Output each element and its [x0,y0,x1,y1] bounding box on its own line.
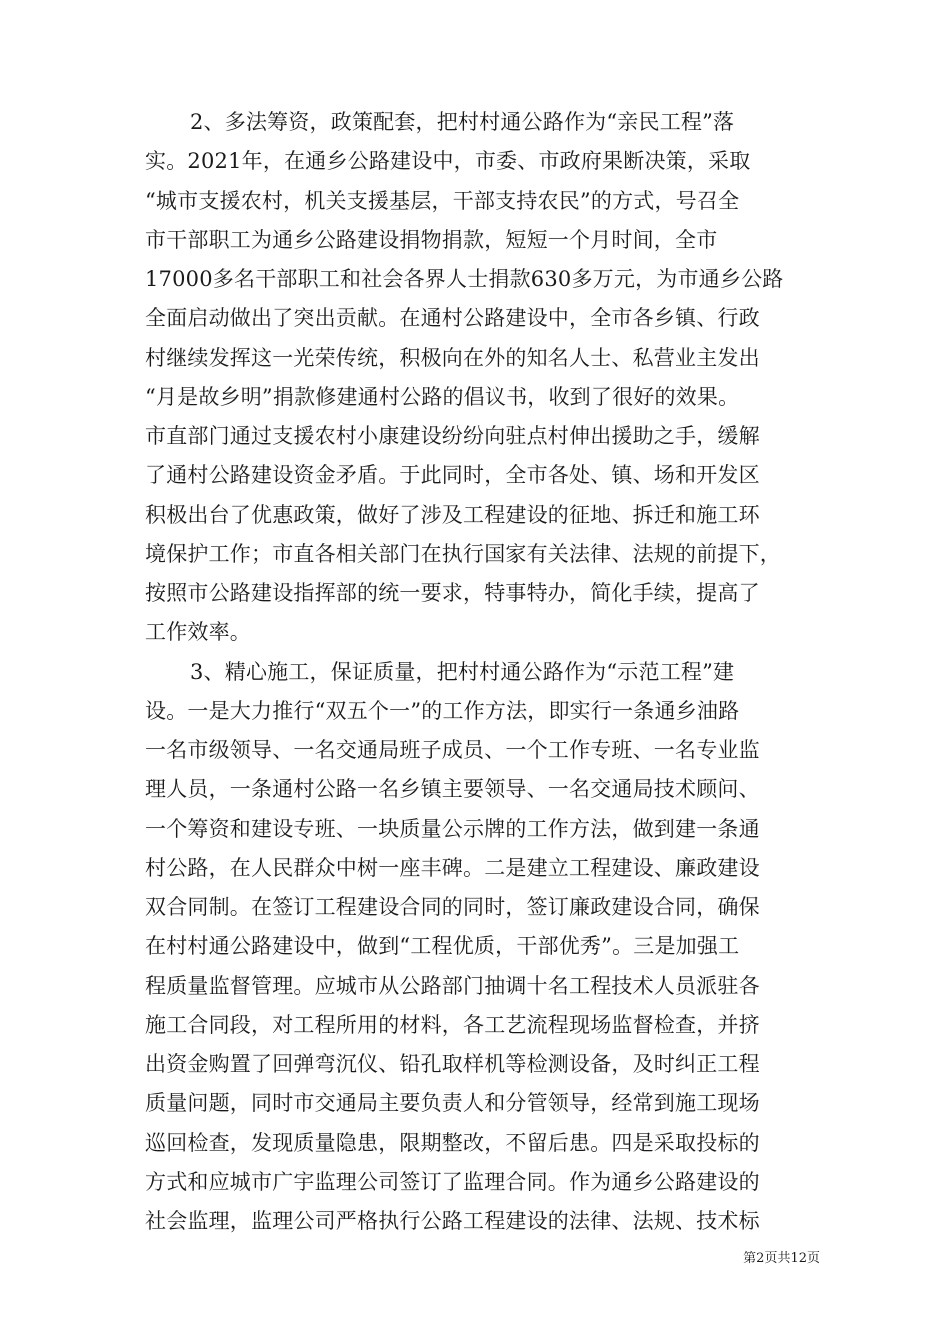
paragraph-2-line-12: 质量问题，同时市交通局主要负责人和分管领导，经常到施工现场 [145,1091,760,1115]
paragraph-2-line-7: 双合同制。在签订工程建设合同的同时，签订廉政建设合同，确保 [145,895,760,919]
paragraph-2-line-10: 施工合同段，对工程所用的材料，各工艺流程现场监督检查，并挤 [145,1013,760,1037]
paragraph-2-line-11: 出资金购置了回弹弯沉仪、铅孔取样机等检测设备，及时纠正工程 [145,1052,760,1076]
paragraph-2-line-5: 一个筹资和建设专班、一块质量公示牌的工作方法，做到建一条通 [145,817,760,841]
paragraph-1-line-4: 市干部职工为通乡公路建设捐物捐款，短短一个月时间，全市 [145,228,718,252]
paragraph-2-line-2: 设。一是大力推行“双五个一”的工作方法，即实行一条通乡油路 [145,699,740,723]
paragraph-2-line-14: 方式和应城市广宇监理公司签订了监理合同。作为通乡公路建设的 [145,1170,760,1194]
paragraph-1-line-6: 全面启动做出了突出贡献。在通村公路建设中，全市各乡镇、行政 [145,306,760,330]
paragraph-2-line-8: 在村村通公路建设中，做到“工程优质，干部优秀”。三是加强工 [145,934,740,958]
paragraph-2-line-15: 社会监理，监理公司严格执行公路工程建设的法律、法规、技术标 [145,1209,760,1233]
paragraph-2-line-4: 理人员，一条通村公路一名乡镇主要领导、一名交通局技术顾问、 [145,777,760,801]
paragraph-1-line-7: 村继续发挥这一光荣传统，积极向在外的知名人士、私营业主发出 [145,346,760,370]
paragraph-1-line-14: 工作效率。 [145,620,251,644]
paragraph-1-line-5: 17000多名干部职工和社会各界人士捐款630多万元，为市通乡公路 [145,267,784,291]
paragraph-1-line-3: “城市支援农村，机关支援基层，干部支持农民”的方式，号召全 [145,189,740,213]
paragraph-2-line-9: 程质量监督管理。应城市从公路部门抽调十名工程技术人员派驻各 [145,974,760,998]
paragraph-1-line-1: 2、多法筹资，政策配套，把村村通公路作为“亲民工程”落 [190,110,735,134]
paragraph-1-line-8: “月是故乡明”捐款修建通村公路的倡议书，收到了很好的效果。 [145,385,740,409]
paragraph-1-line-13: 按照市公路建设指挥部的统一要求，特事特办，简化手续，提高了 [145,581,760,605]
paragraph-2-line-3: 一名市级领导、一名交通局班子成员、一个工作专班、一名专业监 [145,738,760,762]
paragraph-2-line-6: 村公路，在人民群众中树一座丰碑。二是建立工程建设、廉政建设 [145,856,760,880]
paragraph-1-line-12: 境保护工作；市直各相关部门在执行国家有关法律、法规的前提下， [145,542,781,566]
paragraph-1-line-9: 市直部门通过支援农村小康建设纷纷向驻点村伸出援助之手，缓解 [145,424,760,448]
paragraph-2-line-13: 巡回检查，发现质量隐患，限期整改，不留后患。四是采取投标的 [145,1131,760,1155]
paragraph-1-line-11: 积极出台了优惠政策，做好了涉及工程建设的征地、拆迁和施工环 [145,503,760,527]
paragraph-2-line-1: 3、精心施工，保证质量，把村村通公路作为“示范工程”建 [190,660,735,684]
page-number: 第2页共12页 [743,1251,820,1266]
paragraph-1-line-2: 实。2021年，在通乡公路建设中，市委、市政府果断决策，采取 [145,149,751,173]
paragraph-1-line-10: 了通村公路建设资金矛盾。于此同时，全市各处、镇、场和开发区 [145,463,760,487]
